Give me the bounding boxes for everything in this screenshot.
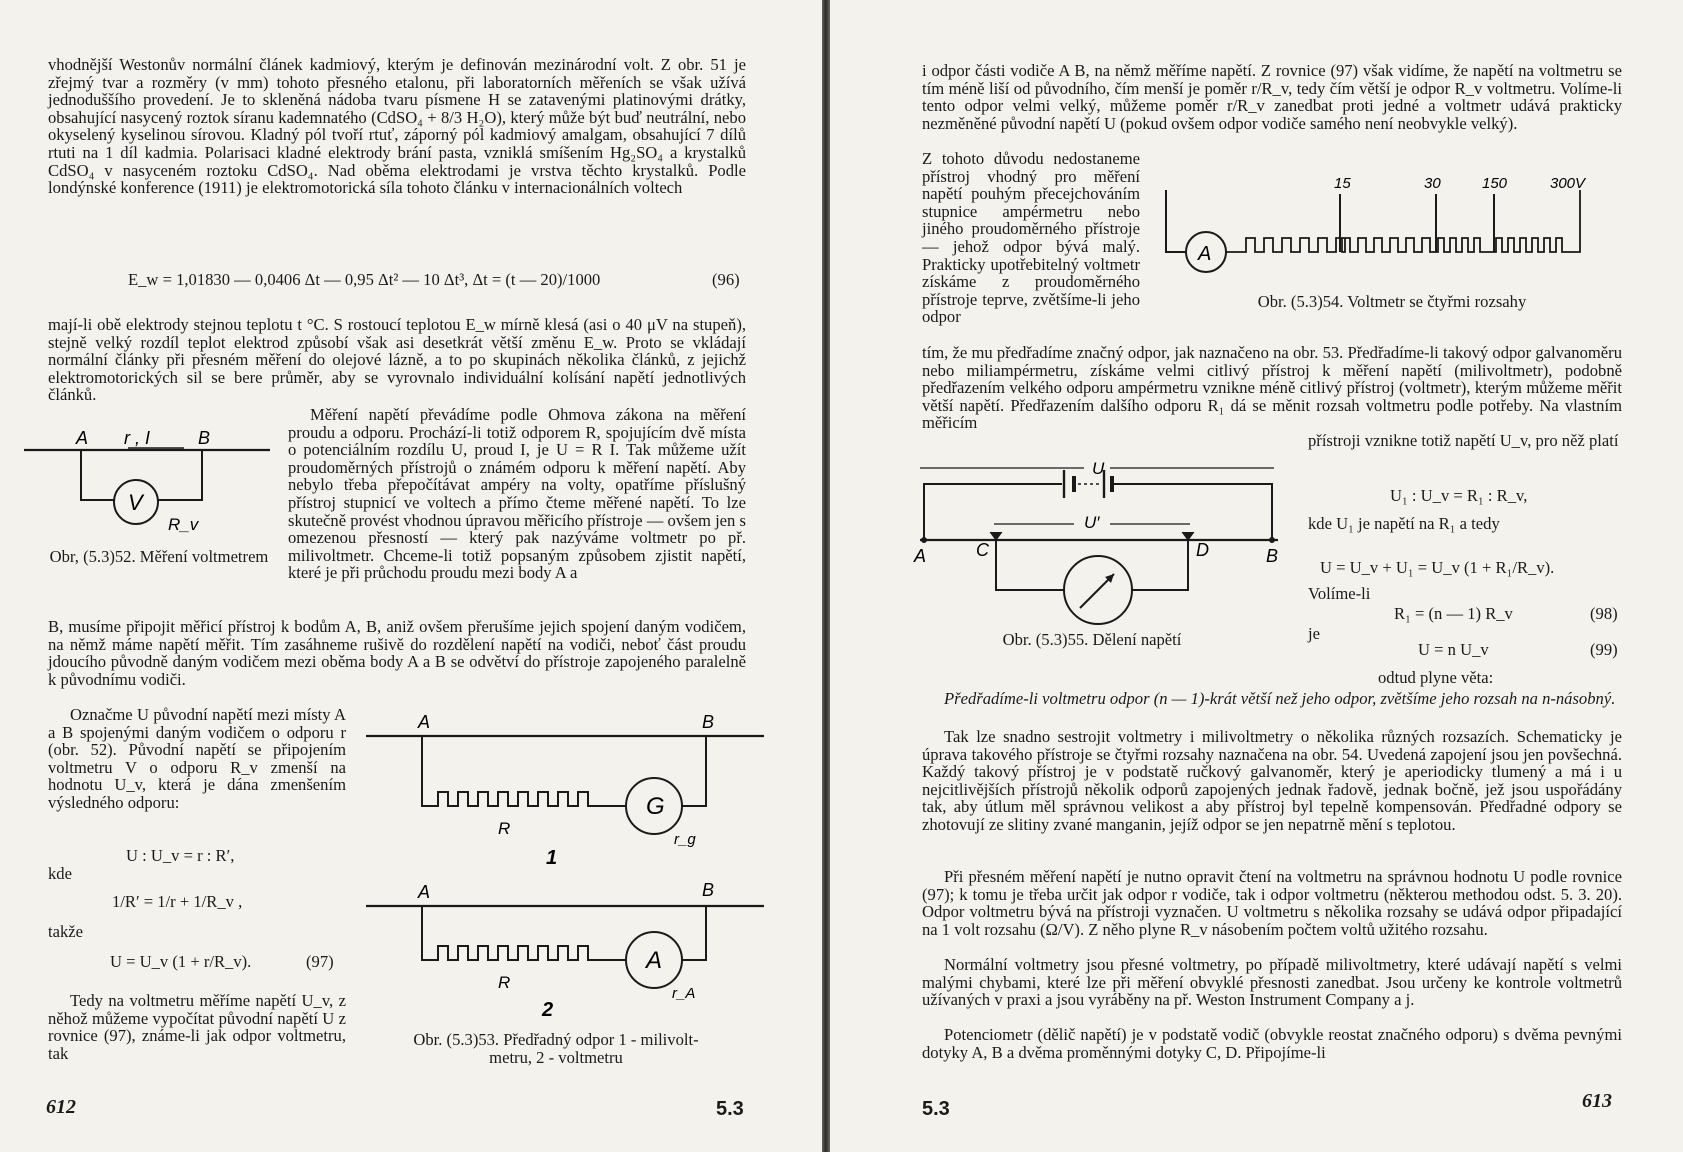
figure-53-series-resistor	[366, 710, 766, 1030]
fig52-label-rI: r , I	[124, 428, 150, 448]
left-page	[0, 0, 822, 1152]
figure-55-voltage-divider	[914, 458, 1294, 628]
fig55-label-D: D	[1196, 540, 1209, 560]
section-number-right: 5.3	[922, 1098, 950, 1120]
equation-99: U = n U_v	[1418, 640, 1489, 659]
fig54-range-15: 15	[1334, 175, 1351, 192]
fig53-label-B2: B	[702, 880, 715, 900]
fig54-range-150: 150	[1482, 175, 1508, 192]
equation-96: E_w = 1,01830 — 0,0406 Δt — 0,95 Δt² — 10 Δt³, Δt = (t — 20)/1000	[128, 270, 601, 289]
equation-u-sum: U = U_v + U₁ = U_v (1 + R₁/R_v).	[1320, 558, 1555, 577]
fig55-label-U: U	[1092, 459, 1105, 478]
fig53-label-Am: A	[646, 947, 663, 974]
left-top-paragraph: vhodnější Westonův normální článek kadmiový, kterým je definován mezinárodní volt. Z obr. 51 je zřejmý tvar a rozměry (v mm) tohoto přesného etalonu, při laboratorních měřeních se však užívá jednoduššího provedení. Je to skleněná nádoba tvaru písmene H se zatavenými platinovými drátky, obsahující nasycený roztok síranu kademnatého (CdSO₄ + 8/3 H₂O), který může být buď neutrální, nebo okyselený kyselinou sírovou. Kladný pól tvoří rtuť, záporný pól kadmiový amalgam, obsahující 7 dílů rtuti na 1 díl kadmia. Polarisaci kladné elektrody brání pasta, vzniklá smíšením Hg₂SO₄ a krystalků CdSO₄ v nasyceném roztoku CdSO₄. Nad oběma elektrodami je vrstva těchto krystalků. Podle londýnské konference (1911) je elektromotorická síla tohoto článku v internacionálních voltech	[48, 55, 746, 198]
text-kde-u1: kde U₁ je napětí na R₁ a tedy	[1308, 514, 1500, 533]
text-je: je	[1308, 624, 1320, 643]
figure-55-caption: Obr. (5.3)55. Dělení napětí	[1002, 630, 1182, 649]
right-full-paragraph: tím, že mu předřadíme značný odpor, jak naznačeno na obr. 53. Předřadíme-li takový odpor galvanoměru nebo miliampérmetru, získáme velmi citlivý přístroj k měření napětí (milivoltmetr), podobně předřazením velkého odporu ampérmetru vznikne méně citlivý přístroj (voltmetr), kterým můžeme měřit větší napětí. Předřazením dalšího odporu R₁ dá se měnit rozsah voltmetru podle potřeby. Na vlastním měřicím	[922, 343, 1622, 433]
left-paragraph-5: Tedy na voltmetru měříme napětí U_v, z něhož můžeme vypočítat původní napětí U z rovnice (97), známe-li jak odpor voltmetru, tak	[48, 991, 346, 1063]
equation-parallel: 1/R′ = 1/r + 1/R_v ,	[112, 892, 243, 911]
fig53-label-R1: R	[498, 819, 511, 838]
figure-52-voltmeter-circuit	[24, 426, 284, 546]
fig52-label-V: V	[128, 490, 143, 515]
page-number-left: 612	[46, 1096, 76, 1118]
section-number-left: 5.3	[716, 1098, 744, 1120]
figure-54-caption: Obr. (5.3)54. Voltmetr se čtyřmi rozsahy	[1257, 292, 1527, 311]
fig52-label-B: B	[198, 428, 211, 448]
page-number-right: 613	[1582, 1090, 1612, 1112]
fig55-label-C: C	[976, 540, 989, 560]
fig54-label-A: A	[1198, 243, 1212, 265]
figure-53-caption-line1: Obr. (5.3)53. Předřadný odpor 1 - milivolt-	[413, 1030, 699, 1049]
left-paragraph-2: mají-li obě elektrody stejnou teplotu t °C. S rostoucí teplotou E_w mírně klesá (asi o 40 μV na stupeň), stejně velký rozdíl teplot elektrod způsobí však asi desetkrát větší změnu E_w. Proto se vkládají normální články při přesném měření do olejové lázně, a to po skupinách několika článků, z jejichž elektromotorických sil se bere průměr, aby se vyrovnalo individuální kolísání napětí jednotlivých článků.	[48, 315, 746, 405]
fig54-range-30: 30	[1424, 175, 1441, 192]
fig53-label-A2: A	[418, 882, 431, 902]
label-takze: takže	[48, 922, 84, 941]
equation-99-number: (99)	[1590, 640, 1618, 659]
fig53-label-A1: A	[418, 712, 431, 732]
label-kde: kde	[48, 864, 72, 883]
fig54-range-300: 300V	[1550, 175, 1586, 192]
fig55-label-Uprime: U′	[1084, 513, 1100, 532]
left-paragraph-3-full: B, musíme připojit měřicí přístroj k bodům A, B, aniž ovšem přerušíme jejich spojení daným vodičem, na němž máme napětí měřit. Tím zasáhneme rušivě do rozdělení napětí na vodiči, neboť část proudu jdoucího původně daným vodičem mezi oběma body A a B se odvětví do přístroje zapojeného paralelně k původnímu vodiči.	[48, 617, 746, 689]
right-side-paragraph: přístroji vznikne totiž napětí U_v, pro něž platí	[1308, 431, 1619, 450]
fig53-label-rA: r_A	[672, 985, 696, 1002]
text-odtud: odtud plyne věta:	[1378, 668, 1494, 687]
fig53-label-rg: r_g	[674, 831, 696, 848]
equation-97: U = U_v (1 + r/R_v).	[110, 952, 252, 971]
fig53-label-2: 2	[542, 999, 554, 1021]
fig55-label-A: A	[914, 546, 927, 566]
equation-u1-ratio: U₁ : U_v = R₁ : R_v,	[1390, 486, 1528, 505]
equation-98: R₁ = (n — 1) R_v	[1394, 604, 1513, 623]
right-page	[830, 0, 1683, 1152]
right-paragraph-a: Tak lze snadno sestrojit voltmetry i milivoltmetry o několika různých rozsazích. Schematicky je úprava takového přístroje se čtyřmi rozsahy naznačena na obr. 54. Uvedená zapojení jsou jen povšechná. Každý takový přístroj je v podstatě ručkový galvanoměr, který je aperiodicky tlumený a má i u nejcitlivějších přístrojů několik odporů zapojených jednak řadově, jednak bočně, jež jsou uspořádány tak, aby útlum měl správnou velikost a aby přístroj byl tepelně kompensován. Předřadné odpory se zhotovují ze slitiny zvané manganin, jejíž odpor se jen nepatrně mění s teplotou.	[922, 727, 1622, 834]
right-top-paragraph: i odpor části vodiče A B, na němž měříme napětí. Z rovnice (97) však vidíme, že napětí na voltmetru se tím méně liší od původního, čím menší je poměr r/R_v, tedy čím větší je odpor R_v voltmetru. Volíme-li tento odpor velmi velký, můžeme poměr r/R_v zanedbat proti jedné a voltmetr udává prakticky nezměněné původní napětí U (pokud ovšem odpor vodiče samého není neobvykle velký).	[922, 61, 1622, 133]
fig53-label-B1: B	[702, 712, 715, 732]
left-paragraph-3-narrow: Měření napětí převádíme podle Ohmova zákona na měření proudu a odporu. Prochází-li totiž odporem R, spojujícím dvě místa o potenciálním rozdílu U, proud I, je U = R I. Tak můžeme užít proudoměrných přístrojů o známém odporu k měření napětí. Aby nebylo třeba přepočítávat ampéry na volty, opatříme příslušný přístroj stupnicí ve voltech a přímo čteme měřené napětí. To lze skutečně provést vhodnou úpravou měřicího přístroje — ovšem jen s omezenou přesností — který pak nazýváme voltmetr po př. milivoltmetr. Chceme-li totiž popsaným způsobem zjistit napětí, které je při průchodu proudu mezi body A a	[288, 405, 746, 583]
equation-97-number: (97)	[306, 952, 334, 971]
text-volime: Volíme-li	[1308, 584, 1371, 603]
figure-54-multi-range-voltmeter	[1156, 170, 1596, 290]
fig53-label-R2: R	[498, 973, 511, 992]
fig55-label-B: B	[1266, 546, 1279, 566]
fig52-label-Rv: R_v	[168, 515, 199, 534]
right-paragraph-d: Potenciometr (dělič napětí) je v podstatě vodič (obvykle reostat značného odporu) s dvěma pevnými dotyky A, B a dvěma proměnnými dotyky C, D. Připojíme-li	[922, 1025, 1622, 1062]
theorem-statement: Předřadíme-li voltmetru odpor (n — 1)-krát větší než jeho odpor, zvětšíme jeho rozsah na n-násobný.	[944, 689, 1616, 708]
right-paragraph-c: Normální voltmetry jsou přesné voltmetry, po případě milivoltmetry, které udávají napětí s velmi malými chybami, které lze při měření obvyklé přesnosti zanedbat. Jsou určeny ke kontrole voltmetrů užívaných v praxi a jsou vyráběny na př. Weston Instrument Company a j.	[922, 955, 1622, 1010]
book-gutter	[822, 0, 830, 1152]
equation-ratio: U : U_v = r : R′,	[126, 846, 235, 865]
equation-96-number: (96)	[712, 270, 740, 289]
fig53-label-G: G	[646, 793, 665, 820]
left-paragraph-4: Označme U původní napětí mezi místy A a B spojenými daným vodičem o odporu r (obr. 52). Původní napětí se připojením voltmetru V o odporu R_v zmenší na hodnotu U_v, která je dána zmenšením výsledného odporu:	[48, 705, 346, 812]
fig53-label-1: 1	[546, 847, 558, 869]
fig52-label-A: A	[76, 428, 89, 448]
figure-53-caption-line2: metru, 2 - voltmetru	[489, 1048, 623, 1067]
equation-98-number: (98)	[1590, 604, 1618, 623]
figure-52-caption: Obr, (5.3)52. Měření voltmetrem	[49, 547, 269, 566]
right-narrow-paragraph: Z tohoto důvodu nedostaneme přístroj vhodný pro měření napětí pouhým přecejchováním stupnice ampérmetru nebo jiného proudoměrného přístroje — jehož odpor bývá malý. Prakticky upotřebitelný voltmetr získáme z proudoměrného přístroje teprve, zvětšíme-li jeho odpor	[922, 149, 1140, 327]
right-paragraph-b: Při přesném měření napětí je nutno opravit čtení na voltmetru na správnou hodnotu U podle rovnice (97); k tomu je třeba určit jak odpor r vodiče, tak i odpor voltmetru (některou methodou odst. 5. 3. 20). Odpor voltmetru bývá na přístroji vyznačen. U voltmetru s několika rozsahy se udává odpor připadající na 1 volt rozsahu (Ω/V). Z něho plyne R_v násobením počtem voltů užitého rozsahu.	[922, 867, 1622, 939]
